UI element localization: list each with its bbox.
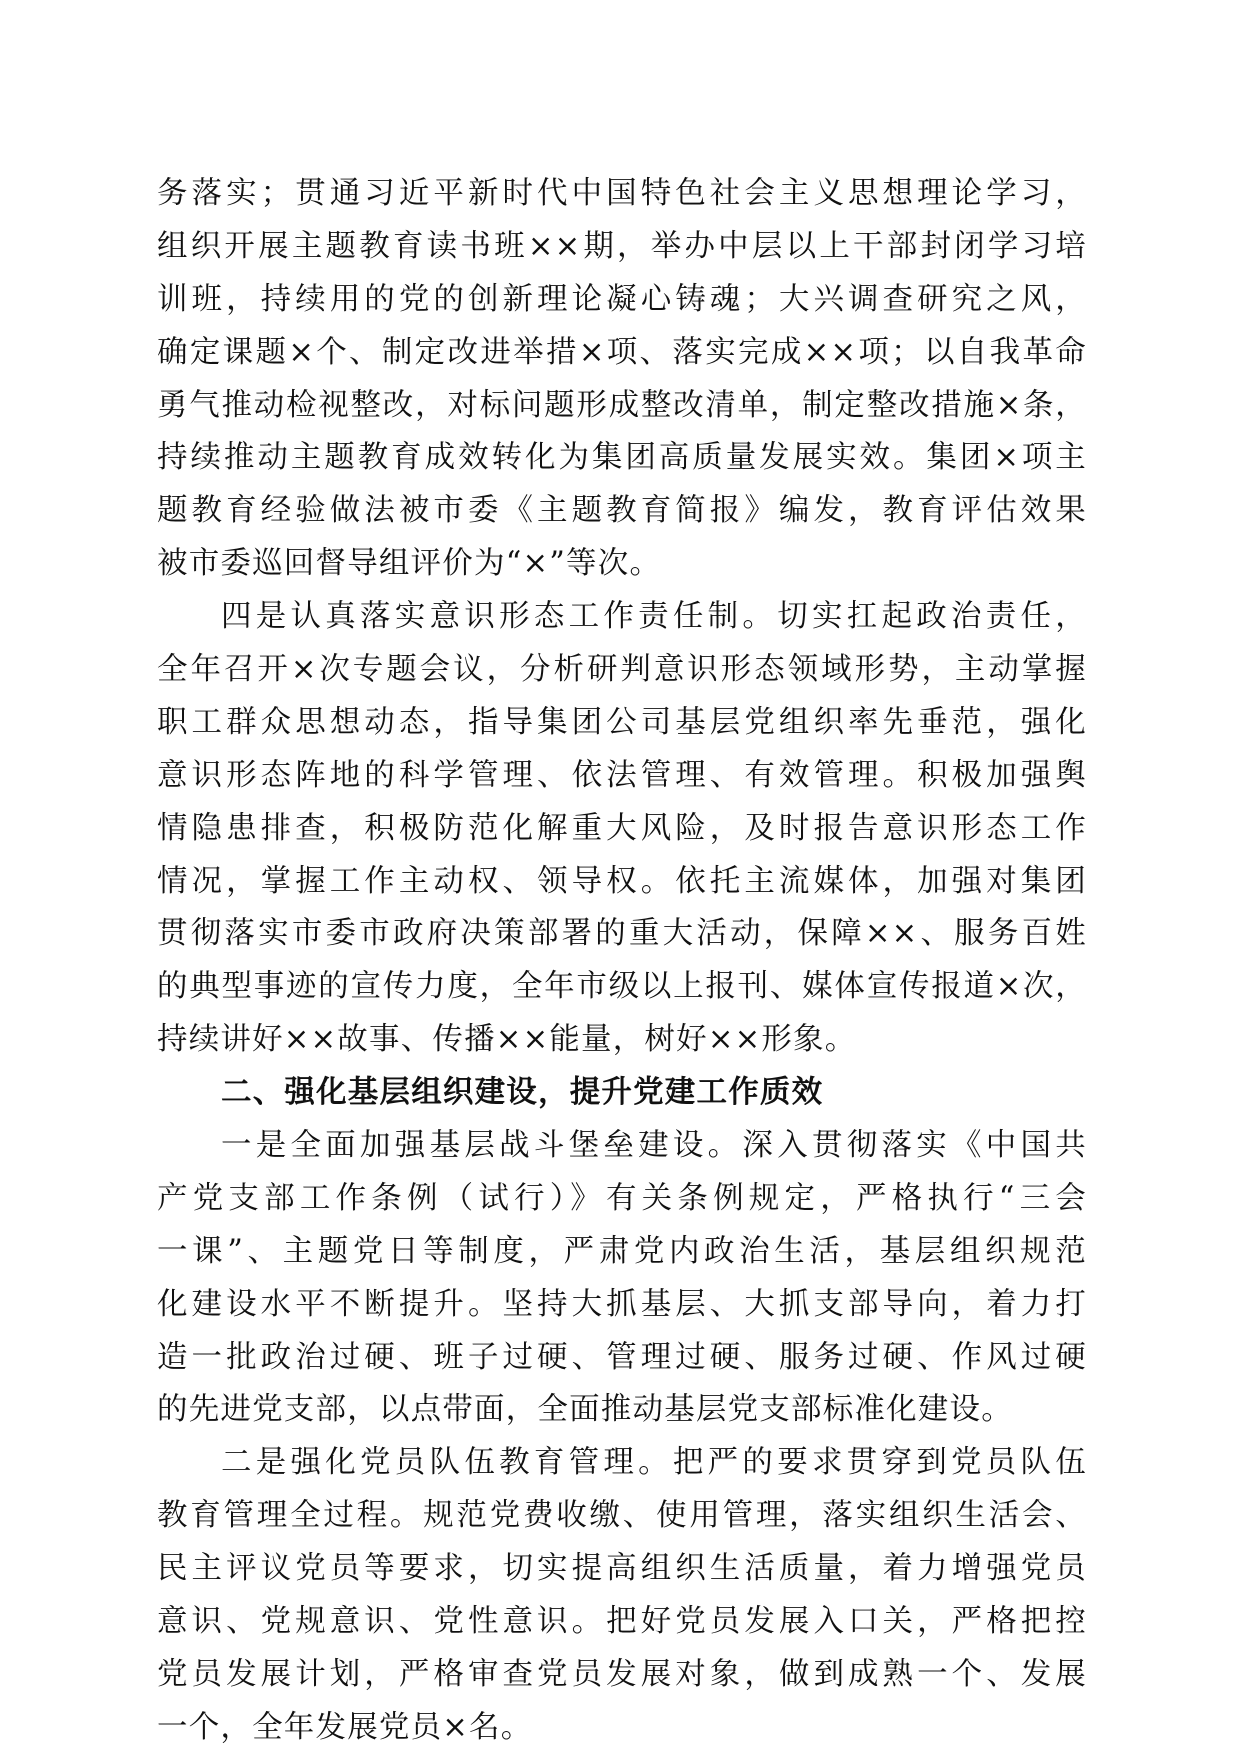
paragraph-grassroots-fortress (157, 1120, 1087, 1437)
text-line: 全年召开×次专题会议，分析研判意识形态领域形势，主动掌握 (157, 652, 1087, 688)
text-line: 勇气推动检视整改，对标问题形成整改清单，制定整改措施×条， (157, 387, 1087, 423)
text-line: 务落实；贯通习近平新时代中国特色社会主义思想理论学习， (157, 176, 1087, 211)
text-line: 教育管理全过程。规范党费收缴、使用管理，落实组织生活会、 (157, 1498, 1087, 1534)
text-line: 党员发展计划，严格审查党员发展对象，做到成熟一个、发展 (157, 1656, 1087, 1692)
text-line: 二是强化党员队伍教育管理。把严的要求贯穿到党员队伍 (221, 1445, 1087, 1481)
text-line: 一是全面加强基层战斗堡垒建设。深入贯彻落实《中国共 (221, 1128, 1087, 1164)
text-line: 题教育经验做法被市委《主题教育简报》编发，教育评估效果 (157, 493, 1087, 529)
text-line: 贯彻落实市委市政府决策部署的重大活动，保障××、服务百姓 (157, 916, 1087, 952)
text-line: 化建设水平不断提升。坚持大抓基层、大抓支部导向，着力打 (157, 1286, 1087, 1322)
document-page (157, 168, 1087, 1755)
text-line: 一课”、主题党日等制度，严肃党内政治生活，基层组织规范 (157, 1233, 1087, 1269)
paragraph-ideology-responsibility (157, 591, 1087, 1067)
text-line: 意识、党规意识、党性意识。把好党员发展入口关，严格把控 (157, 1604, 1087, 1640)
text-line: 组织开展主题教育读书班××期，举办中层以上干部封闭学习培 (157, 228, 1087, 264)
text-line: 的典型事迹的宣传力度，全年市级以上报刊、媒体宣传报道×次， (157, 969, 1087, 1005)
text-line: 情隐患排查，积极防范化解重大风险，及时报告意识形态工作 (157, 810, 1087, 846)
paragraph-study-education (157, 168, 1087, 591)
text-line: 一个，全年发展党员×名。 (157, 1709, 533, 1745)
text-line: 意识形态阵地的科学管理、依法管理、有效管理。积极加强舆 (157, 757, 1087, 793)
text-line: 被市委巡回督导组评价为“×”等次。 (157, 546, 662, 582)
heading-text: 二、强化基层组织建设，提升党建工作质效 (221, 1075, 824, 1111)
text-line: 造一批政治过硬、班子过硬、管理过硬、服务过硬、作风过硬 (157, 1339, 1087, 1375)
text-line: 职工群众思想动态，指导集团公司基层党组织率先垂范，强化 (157, 704, 1087, 740)
text-line: 确定课题×个、制定改进举措×项、落实完成××项；以自我革命 (157, 334, 1087, 370)
text-line: 的先进党支部，以点带面，全面推动基层党支部标准化建设。 (157, 1392, 1013, 1428)
section-heading (157, 1067, 1087, 1120)
text-line: 四是认真落实意识形态工作责任制。切实扛起政治责任， (221, 599, 1087, 635)
text-line: 训班，持续用的党的创新理论凝心铸魂；大兴调查研究之风， (157, 281, 1087, 317)
paragraph-member-management (157, 1437, 1087, 1754)
text-line: 民主评议党员等要求，切实提高组织生活质量，着力增强党员 (157, 1551, 1087, 1587)
text-line: 产党支部工作条例（试行）》有关条例规定，严格执行“三会 (157, 1180, 1087, 1216)
text-line: 持续讲好××故事、传播××能量，树好××形象。 (157, 1022, 857, 1058)
text-line: 持续推动主题教育成效转化为集团高质量发展实效。集团×项主 (157, 440, 1087, 476)
text-line: 情况，掌握工作主动权、领导权。依托主流媒体，加强对集团 (157, 863, 1087, 899)
